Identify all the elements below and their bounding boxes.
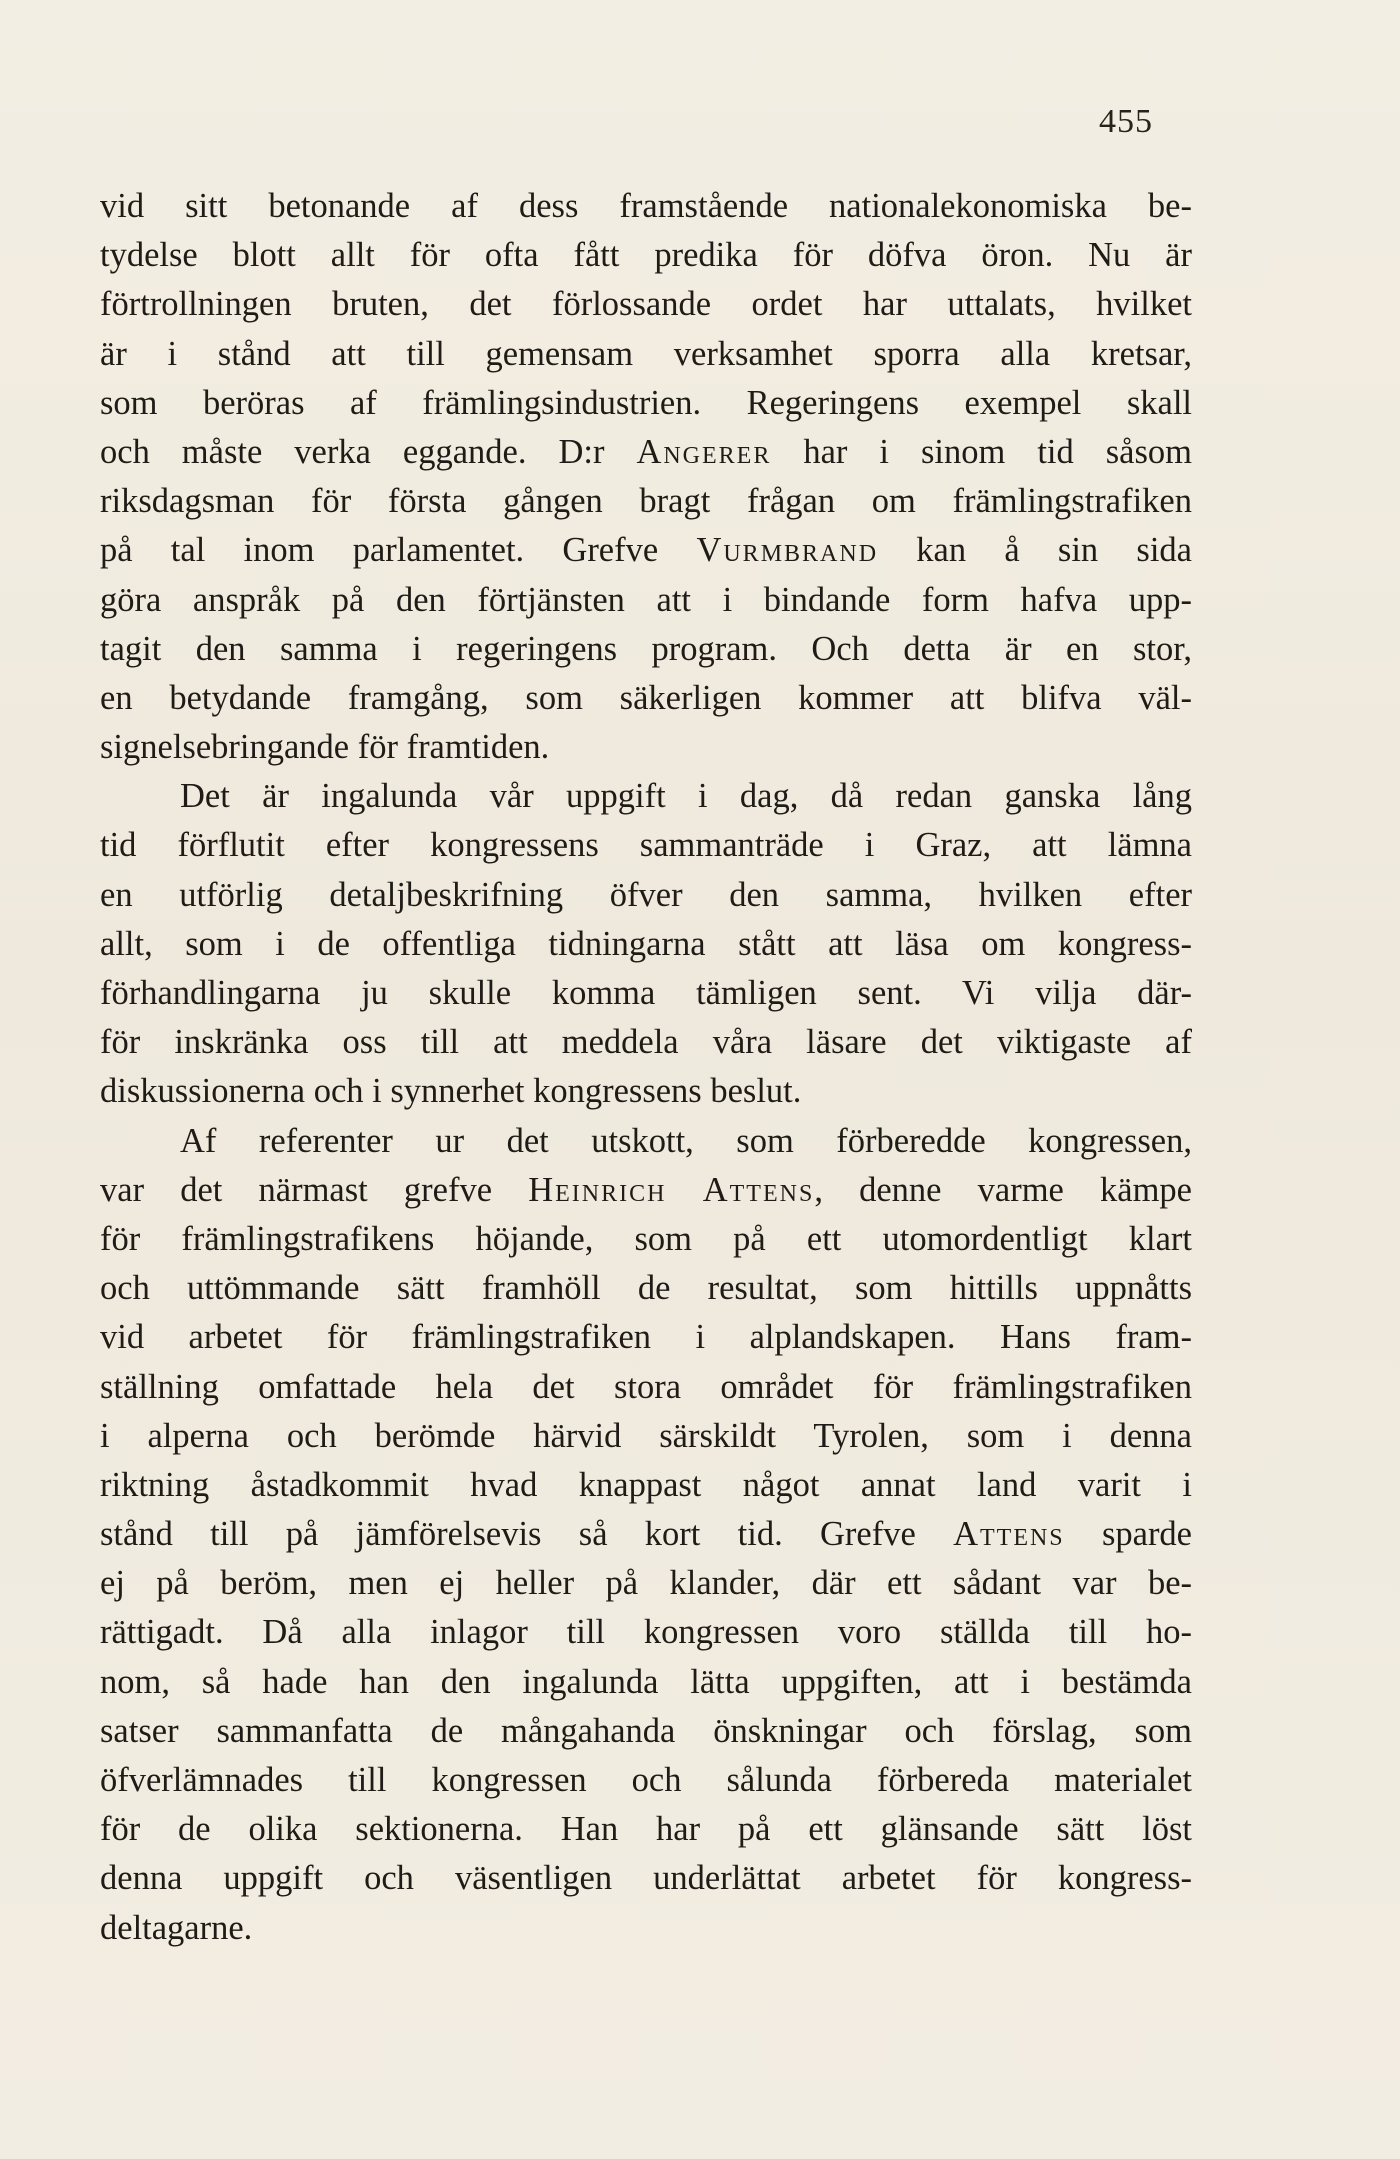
text-line: för främlingstrafikens höjande, som på ett utomordentligt klart: [100, 1219, 1192, 1258]
text-line: riksdagsman för första gången bragt frågan om främlingstrafiken: [100, 482, 1192, 521]
text-line: ställning omfattade hela det stora området för främlingstrafiken: [100, 1367, 1192, 1406]
text-line: öfverlämnades till kongressen och sålunda förbereda materialet: [100, 1761, 1192, 1799]
text-line: tid förflutit efter kongressens sammanträde i Graz, att lämna: [100, 826, 1192, 865]
text-line: signelsebringande för framtiden.: [100, 728, 550, 767]
text-line: på tal inom parlamentet. Grefve Vurmbrand kan å sin sida: [100, 531, 1192, 570]
text-line: nom, så hade han den ingalunda lätta uppgiften, att i bestämda: [100, 1662, 1192, 1701]
text-line: vid arbetet för främlingstrafiken i alplandskapen. Hans fram-: [100, 1318, 1192, 1357]
text-line: som beröras af främlingsindustrien. Regeringens exempel skall: [100, 383, 1192, 422]
person-name: Vurmbrand: [696, 531, 879, 570]
text-line: en utförlig detaljbeskrifning öfver den samma, hvilken efter: [100, 875, 1192, 914]
text-line: denna uppgift och väsentligen underlättat arbetet för kongress-: [100, 1859, 1192, 1898]
text-line: för inskränka oss till att meddela våra läsare det viktigaste af: [100, 1023, 1192, 1062]
text-line: tydelse blott allt för ofta fått predika för döfva öron. Nu är: [100, 236, 1192, 275]
text-line: förtrollningen bruten, det förlossande ordet har uttalats, hvilket: [100, 285, 1192, 324]
text-line: diskussionerna och i synnerhet kongressens beslut.: [100, 1072, 802, 1111]
text-line: ej på beröm, men ej heller på klander, där ett sådant var be-: [100, 1564, 1192, 1603]
text-line: satser sammanfatta de mångahanda önskningar och förslag, som: [100, 1711, 1192, 1750]
text-line: för de olika sektionerna. Han har på ett glänsande sätt löst: [100, 1810, 1192, 1849]
text-line: Det är ingalunda vår uppgift i dag, då redan ganska lång: [180, 777, 1192, 816]
person-name: Attens: [953, 1515, 1065, 1554]
text-line: en betydande framgång, som säkerligen kommer att blifva väl-: [100, 678, 1192, 717]
person-name: Heinrich Attens: [528, 1170, 815, 1209]
person-name: Angerer: [636, 432, 772, 471]
text-line: deltagarne.: [100, 1908, 253, 1947]
text-line: stånd till på jämförelsevis så kort tid. Grefve Attens sparde: [100, 1515, 1192, 1554]
body-text: [100, 182, 1192, 1953]
text-line: göra anspråk på den förtjänsten att i bindande form hafva upp-: [100, 580, 1192, 619]
text-line: tagit den samma i regeringens program. Och detta är en stor,: [100, 629, 1192, 668]
text-line: är i stånd att till gemensam verksamhet sporra alla kretsar,: [100, 334, 1192, 373]
text-line: riktning åstadkommit hvad knappast något annat land varit i: [100, 1465, 1192, 1504]
text-line: och uttömmande sätt framhöll de resultat, som hittills uppnåtts: [100, 1269, 1192, 1308]
text-line: allt, som i de offentliga tidningarna stått att läsa om kongress-: [100, 924, 1192, 963]
page-number: 455: [1099, 103, 1153, 140]
text-line: vid sitt betonande af dess framstående nationalekonomiska be-: [100, 187, 1192, 225]
text-line: Af referenter ur det utskott, som förberedde kongressen,: [180, 1121, 1192, 1160]
text-line: förhandlingarna ju skulle komma tämligen sent. Vi vilja där-: [100, 974, 1192, 1012]
text-line: rättigadt. Då alla inlagor till kongressen voro ställda till ho-: [100, 1613, 1192, 1652]
text-line: i alperna och berömde härvid särskildt Tyrolen, som i denna: [100, 1416, 1192, 1455]
text-line: var det närmast grefve Heinrich Attens, denne varme kämpe: [100, 1170, 1192, 1209]
text-line: och måste verka eggande. D:r Angerer har i sinom tid såsom: [100, 432, 1192, 471]
